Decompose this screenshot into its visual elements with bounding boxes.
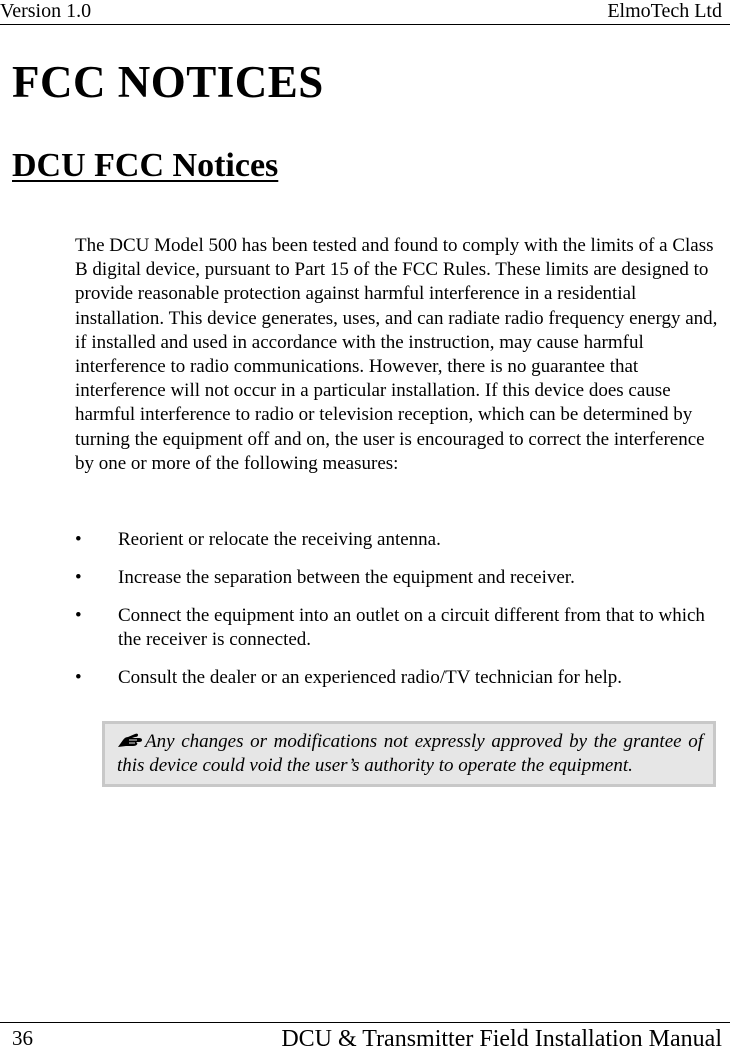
list-item <box>75 666 725 690</box>
bullet-icon: • <box>75 605 82 626</box>
measures-list <box>75 528 725 704</box>
bullet-icon: • <box>75 567 82 588</box>
list-item <box>75 604 725 652</box>
page-title: FCC NOTICES <box>12 57 324 107</box>
bullet-icon: • <box>75 529 82 550</box>
pointing-hand-icon <box>117 731 143 749</box>
list-item <box>75 566 725 590</box>
company-name: ElmoTech Ltd <box>607 0 722 22</box>
section-heading: DCU FCC Notices <box>12 147 279 184</box>
list-item <box>75 528 725 552</box>
list-item-text: Reorient or relocate the receiving antenna. <box>118 529 441 550</box>
list-item-text: Consult the dealer or an experienced radio/TV technician for help. <box>118 667 623 688</box>
note-text: Any changes or modifications not expressly approved by the grantee of this device could void the user’s authority to operate the equipment. <box>117 731 703 776</box>
manual-title: DCU & Transmitter Field Installation Manual <box>281 1026 722 1052</box>
bullet-icon: • <box>75 667 82 688</box>
warning-note <box>102 721 716 787</box>
page-header <box>0 0 730 25</box>
list-item-text: Connect the equipment into an outlet on a circuit different from that to which the receiver is connected. <box>118 605 705 650</box>
list-item-text: Increase the separation between the equipment and receiver. <box>118 567 575 588</box>
version-label: Version 1.0 <box>0 0 92 22</box>
page-footer <box>0 1022 730 1051</box>
page-number: 36 <box>12 1026 33 1050</box>
fcc-compliance-paragraph: The DCU Model 500 has been tested and found to comply with the limits of a Class B digital device, pursuant to Part 15 of the FCC Rules. These limits are designed to provide reasonable protection against harmful interference in a residential installation. This device generates, uses, and can radiate radio frequency energy and, if installed and used in accordance with the instruction, may cause harmful interference to radio communications. However, there is no guarantee that interference will not occur in a particular installation. If this device does cause harmful interference to radio or television reception, which can be determined by turning the equipment off and on, the user is encouraged to correct the interference by one or more of the following measures: <box>75 235 718 474</box>
